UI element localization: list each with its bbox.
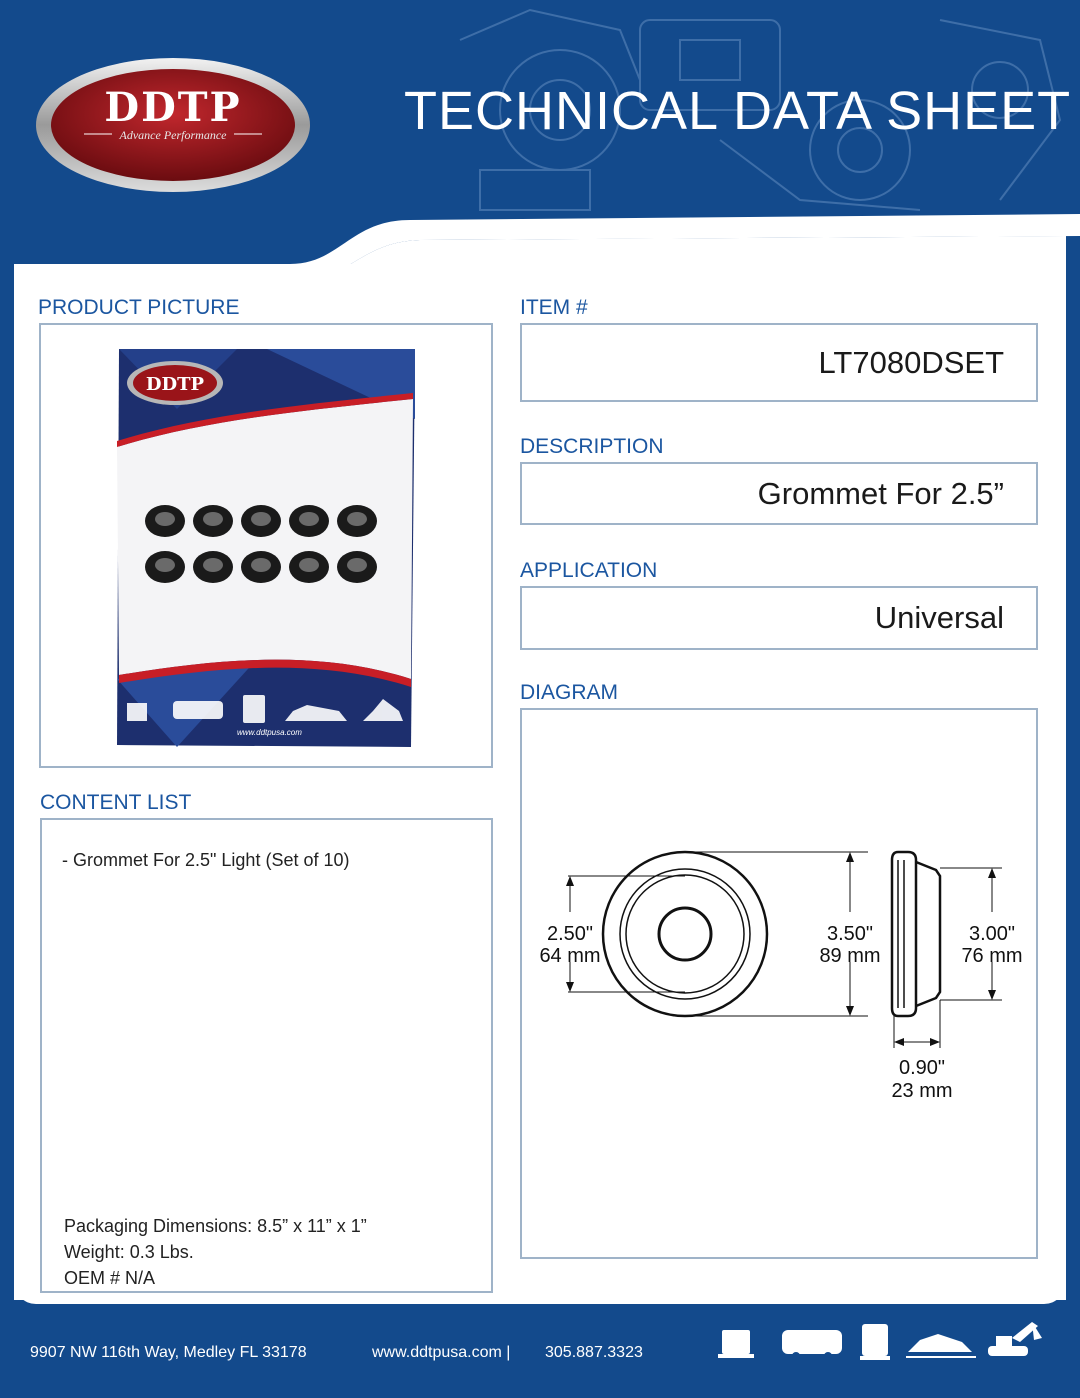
left-border (0, 250, 14, 1310)
yacht-icon (906, 1334, 976, 1358)
header-wave (0, 200, 1080, 290)
footer-website[interactable]: www.ddtpusa.com | (372, 1344, 511, 1361)
bus-icon (782, 1330, 842, 1360)
grommet-diagram (522, 710, 1036, 1257)
dim-depth-mm: 23 mm (891, 1080, 953, 1102)
content-list-label: CONTENT LIST (40, 791, 192, 814)
application-label: APPLICATION (520, 559, 658, 582)
logo-text: DDTP (104, 84, 242, 131)
page-title: TECHNICAL DATA SHEET (404, 81, 1072, 141)
product-picture-box (39, 323, 493, 768)
dim-inner-in: 2.50" (546, 923, 594, 945)
diagram-label: DIAGRAM (520, 681, 619, 704)
diagram-box (520, 708, 1038, 1259)
dim-side-in: 3.00" (968, 923, 1016, 945)
application-box (520, 586, 1038, 650)
description-value: Grommet For 2.5” (757, 475, 1004, 511)
application-value: Universal (874, 600, 1004, 635)
bag-logo-text: DDTP (145, 374, 205, 395)
dim-inner-mm: 64 mm (539, 945, 601, 967)
right-border (1066, 250, 1080, 1310)
dim-side-mm: 76 mm (961, 945, 1023, 967)
generator-icon (718, 1330, 754, 1358)
description-box (520, 462, 1038, 525)
footer-phone[interactable]: 305.887.3323 (545, 1344, 643, 1361)
item-label: ITEM # (520, 296, 588, 319)
item-box (520, 323, 1038, 402)
dim-outer-mm: 89 mm (819, 945, 881, 967)
product-picture-label: PRODUCT PICTURE (38, 296, 240, 319)
content-list-item: - Grommet For 2.5" Light (Set of 10) (62, 850, 350, 870)
footer-address: 9907 NW 116th Way, Medley FL 33178 (30, 1344, 307, 1361)
dim-outer-in: 3.50" (826, 923, 874, 945)
product-bag-image (117, 349, 417, 749)
truck-icon (860, 1324, 890, 1360)
weight: Weight: 0.3 Lbs. (64, 1242, 194, 1262)
logo-tagline: Advance Performance (119, 128, 227, 142)
oem-number: OEM # N/A (64, 1268, 156, 1288)
content-list-box (40, 818, 493, 1293)
bag-website: www.ddtpusa.com (237, 728, 302, 737)
dim-depth-in: 0.90" (898, 1057, 946, 1079)
excavator-icon (988, 1322, 1042, 1356)
packaging-dimensions: Packaging Dimensions: 8.5” x 11” x 1” (64, 1216, 367, 1236)
description-label: DESCRIPTION (520, 435, 664, 458)
footer-icons (716, 1318, 1046, 1366)
item-number: LT7080DSET (818, 344, 1004, 380)
